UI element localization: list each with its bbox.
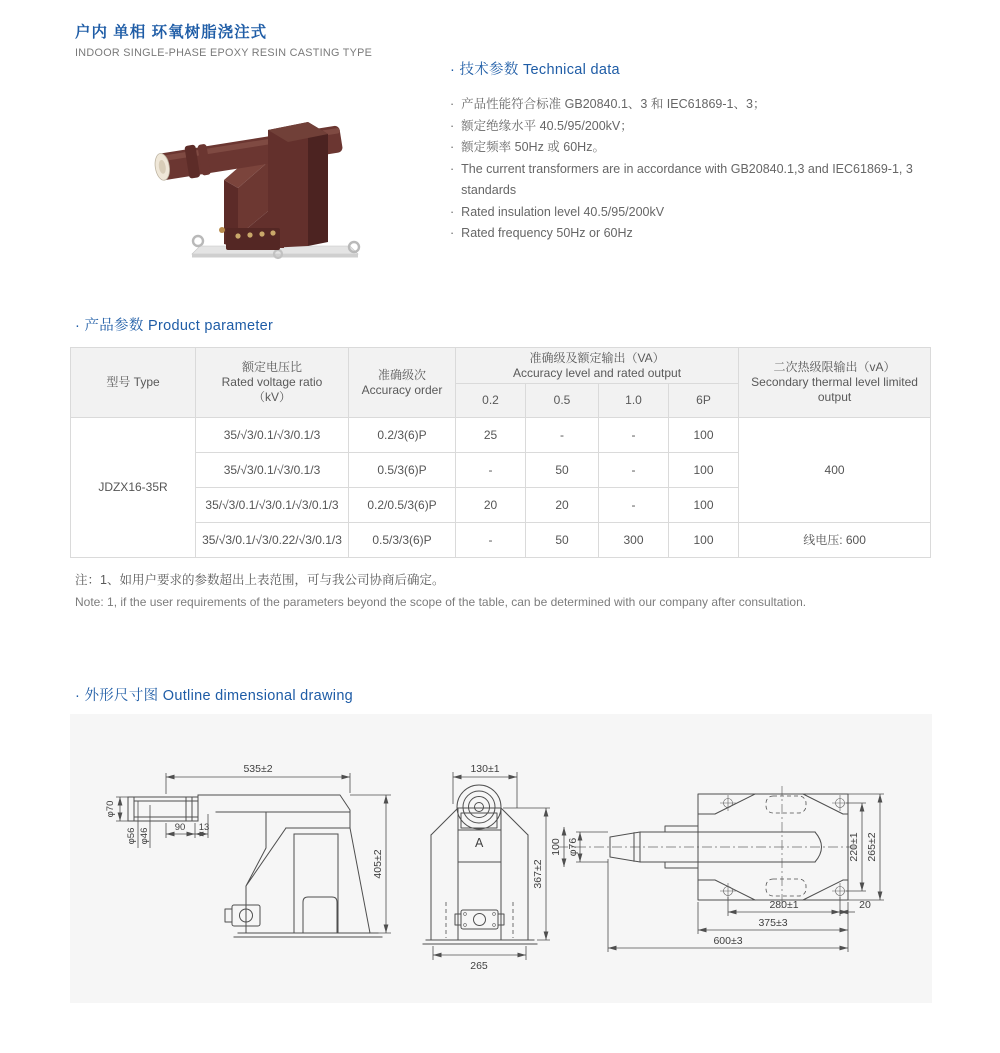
- col-header-output-group: [456, 348, 739, 384]
- cell-6p: 100: [669, 418, 739, 453]
- cell-10: -: [599, 418, 669, 453]
- tech-bullet: [450, 94, 964, 116]
- dim-side-d70: φ70: [105, 800, 116, 818]
- side-view-drawing: [98, 750, 408, 965]
- dim-side-90: 90: [174, 822, 186, 833]
- page-subtitle: INDOOR SINGLE-PHASE EPOXY RESIN CASTING TYPE: [75, 47, 373, 59]
- dim-top-220: 220±1: [848, 832, 860, 862]
- tech-bullet-text: 额定频率 50Hz 或 60Hz。: [461, 140, 605, 154]
- dim-front-height: 367±2: [532, 859, 544, 889]
- cell-05: -: [526, 418, 599, 453]
- dim-top-280: 280±1: [769, 899, 799, 911]
- tech-bullet-text: 产品性能符合标准 GB20840.1、3 和 IEC61869-1、3；: [461, 97, 766, 111]
- col-header-accuracy-en: Accuracy order: [361, 382, 443, 397]
- product-photo: [112, 78, 392, 263]
- dim-top-d76: φ76: [567, 837, 579, 857]
- view-label-a: A: [475, 836, 484, 850]
- bullet-marker: ·: [450, 204, 455, 219]
- cell-02: 20: [456, 488, 526, 523]
- cell-10: -: [599, 453, 669, 488]
- cell-order: 0.2/3(6)P: [349, 418, 456, 453]
- page-title: 户内 单相 环氧树脂浇注式: [75, 24, 268, 41]
- cell-secondary-merged: 400: [739, 418, 931, 523]
- col-header-class-02: 0.2: [456, 384, 526, 418]
- col-header-secondary: [739, 348, 931, 418]
- note-en: Note: 1, if the user requirements of the parameters beyond the scope of the table, can be determined with our company after consultation.: [75, 595, 807, 609]
- dim-top-375: 375±3: [758, 917, 788, 929]
- bullet-marker: ·: [450, 226, 455, 240]
- col-header-class-05: 0.5: [526, 384, 599, 418]
- dim-side-d56: φ56: [126, 827, 137, 845]
- cell-05: 50: [526, 453, 599, 488]
- dim-top-265: 265±2: [866, 832, 878, 862]
- top-view-drawing: [550, 752, 935, 992]
- col-header-class-10: 1.0: [599, 384, 669, 418]
- cell-02: 25: [456, 418, 526, 453]
- technical-data-heading: · 技术参数 Technical data: [450, 62, 620, 78]
- col-header-output-zh: 准确级及额定输出（VA）: [529, 350, 665, 365]
- dim-side-13: 13: [198, 822, 210, 833]
- col-header-accuracy: [349, 348, 456, 418]
- product-parameter-table: [70, 347, 931, 558]
- bullet-marker: ·: [450, 161, 455, 176]
- col-header-class-6p: 6P: [669, 384, 739, 418]
- technical-data-section: [450, 58, 964, 245]
- outline-drawing-heading: · 外形尺寸图 Outline dimensional drawing: [75, 688, 354, 704]
- col-header-ratio: [196, 348, 349, 418]
- table-note: [75, 569, 955, 613]
- tech-bullet: [450, 223, 964, 245]
- cell-05: 50: [526, 523, 599, 558]
- note-zh: 注：1、如用户要求的参数超出上表范围，可与我公司协商后确定。: [75, 573, 445, 587]
- cell-10: -: [599, 488, 669, 523]
- dim-front-base: 265: [470, 960, 488, 972]
- cell-05: 20: [526, 488, 599, 523]
- cell-order: 0.5/3/3(6)P: [349, 523, 456, 558]
- bullet-marker: ·: [450, 97, 455, 111]
- cell-6p: 100: [669, 488, 739, 523]
- product-parameter-heading: · 产品参数 Product parameter: [75, 318, 274, 334]
- dim-top-600: 600±3: [713, 935, 743, 947]
- dim-top-20: 20: [859, 899, 871, 911]
- col-header-type: 型号 Type: [71, 348, 196, 418]
- cell-ratio: 35/√3/0.1/√3/0.22/√3/0.1/3: [196, 523, 349, 558]
- bullet-marker: ·: [450, 118, 455, 133]
- transformer-photo-illustration: [112, 78, 392, 263]
- tech-bullet: [450, 137, 964, 159]
- tech-bullet: [450, 116, 964, 138]
- dim-side-d46: φ46: [139, 827, 150, 845]
- cell-ratio: 35/√3/0.1/√3/0.1/3: [196, 453, 349, 488]
- bullet-marker: ·: [450, 140, 455, 154]
- cell-order: 0.5/3(6)P: [349, 453, 456, 488]
- drawing-panel: [70, 714, 932, 1003]
- col-header-ratio-en: Rated voltage ratio: [221, 375, 323, 389]
- cell-order: 0.2/0.5/3(6)P: [349, 488, 456, 523]
- cell-6p: 100: [669, 523, 739, 558]
- tech-bullet-text: The current transformers are in accordance with GB20840.1,3 and IEC61869-1, 3 standards: [461, 161, 913, 197]
- cell-secondary-last: 线电压: 600: [739, 523, 931, 558]
- col-header-accuracy-zh: 准确级次: [377, 367, 426, 382]
- table-row: [71, 523, 931, 558]
- tech-bullet: [450, 159, 964, 202]
- cell-02: -: [456, 523, 526, 558]
- cell-6p: 100: [669, 453, 739, 488]
- title-block: [75, 20, 372, 59]
- cell-type: JDZX16-35R: [71, 418, 196, 558]
- tech-bullet-text: Rated frequency 50Hz or 60Hz: [461, 226, 633, 240]
- col-header-output-en: Accuracy level and rated output: [512, 365, 682, 380]
- tech-bullet-text: 额定绝缘水平 40.5/95/200kV；: [461, 118, 633, 133]
- dim-top-100: 100: [550, 838, 562, 856]
- cell-ratio: 35/√3/0.1/√3/0.1/√3/0.1/3: [196, 488, 349, 523]
- cell-10: 300: [599, 523, 669, 558]
- tech-bullet-text: Rated insulation level 40.5/95/200kV: [461, 204, 665, 219]
- tech-bullet: [450, 202, 964, 224]
- col-header-secondary-zh: 二次热级限输出（vA）: [773, 360, 896, 374]
- product-parameter-table-wrap: [70, 347, 931, 558]
- table-row: [71, 418, 931, 453]
- cell-02: -: [456, 453, 526, 488]
- col-header-ratio-zh: 额定电压比: [241, 360, 302, 374]
- col-header-secondary-en: Secondary thermal level limited output: [751, 375, 918, 404]
- col-header-ratio-unit: （kV）: [252, 390, 291, 404]
- dim-front-width: 130±1: [470, 763, 500, 775]
- dim-side-height: 405±2: [372, 849, 384, 879]
- dim-side-width: 535±2: [243, 763, 273, 775]
- cell-ratio: 35/√3/0.1/√3/0.1/3: [196, 418, 349, 453]
